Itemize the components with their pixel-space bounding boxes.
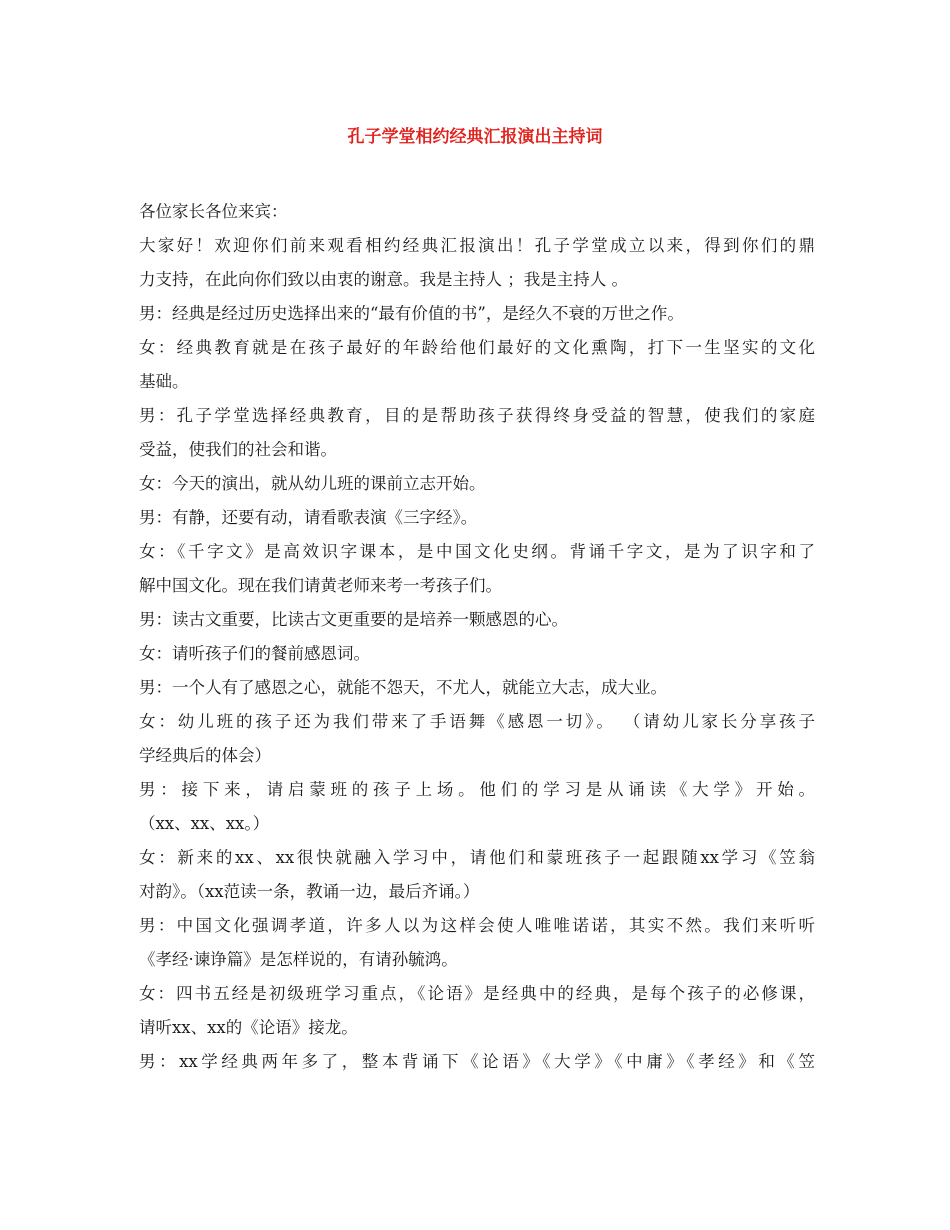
paragraph-line: 男：读古文重要，比读古文更重要的是培养一颗感恩的心。: [139, 610, 568, 629]
paragraph-line: 男：经典是经过历史选择出来的“最有价值的书”，是经久不衰的万世之作。: [139, 304, 684, 323]
document-title: 孔子学堂相约经典汇报演出主持词: [347, 127, 603, 147]
paragraph-line: 男：中国文化强调孝道，许多人以为这样会使人唯唯诺诺，其实不然。我们来听听: [139, 916, 815, 935]
paragraph-line: 各位家长各位来宾：: [139, 202, 288, 221]
paragraph-line: 女：请听孩子们的餐前感恩词。: [139, 644, 370, 663]
paragraph-line: 男：接下来，请启蒙班的孩子上场。他们的学习是从诵读《大学》开始。: [139, 780, 815, 799]
paragraph-line: 受益，使我们的社会和谐。: [139, 440, 337, 459]
paragraph-line: 大家好！欢迎你们前来观看相约经典汇报演出！孔子学堂成立以来，得到你们的鼎: [139, 236, 815, 255]
paragraph-line: 基础。: [139, 372, 189, 391]
paragraph-line: 解中国文化。现在我们请黄老师来考一考孩子们。: [139, 576, 502, 595]
paragraph-line: 请听xx、xx的《论语》接龙。: [139, 1018, 358, 1037]
paragraph-line: 女：幼儿班的孩子还为我们带来了手语舞《感恩一切》。 （请幼儿家长分享孩子: [139, 712, 815, 731]
paragraph-line: 女：《千字文》是高效识字课本，是中国文化史纲。背诵千字文，是为了识字和了: [139, 542, 815, 561]
paragraph-line: 女：新来的xx、xx很快就融入学习中，请他们和蒙班孩子一起跟随xx学习《笠翁: [139, 848, 815, 867]
document-body: [139, 195, 815, 1079]
paragraph-line: 对韵》。（xx范读一条，教诵一边，最后齐诵。）: [139, 882, 480, 901]
paragraph-line: 女：今天的演出，就从幼儿班的课前立志开始。: [139, 474, 486, 493]
paragraph-line: （xx、xx、xx。）: [139, 814, 270, 833]
paragraph-line: 学经典后的体会）: [139, 746, 271, 765]
paragraph-line: 力支持，在此向你们致以由衷的谢意。我是主持人 ；我是主持人 。: [139, 270, 628, 289]
paragraph-line: 女：经典教育就是在孩子最好的年龄给他们最好的文化熏陶，打下一生坚实的文化: [139, 338, 815, 357]
paragraph-line: 《孝经·谏诤篇》是怎样说的，有请孙毓鸿。: [139, 950, 458, 969]
paragraph-line: 男：有静，还要有动，请看歌表演《三字经》。: [139, 508, 478, 527]
paragraph-line: 女：四书五经是初级班学习重点，《论语》是经典中的经典，是每个孩子的必修课，: [139, 984, 815, 1003]
paragraph-line: 男：xx学经典两年多了，整本背诵下《论语》《大学》《中庸》《孝经》和《笠: [139, 1052, 815, 1071]
paragraph-line: 男：一个人有了感恩之心，就能不怨天，不尤人，就能立大志，成大业。: [139, 678, 667, 697]
paragraph-line: 男：孔子学堂选择经典教育，目的是帮助孩子获得终身受益的智慧，使我们的家庭: [139, 406, 815, 425]
